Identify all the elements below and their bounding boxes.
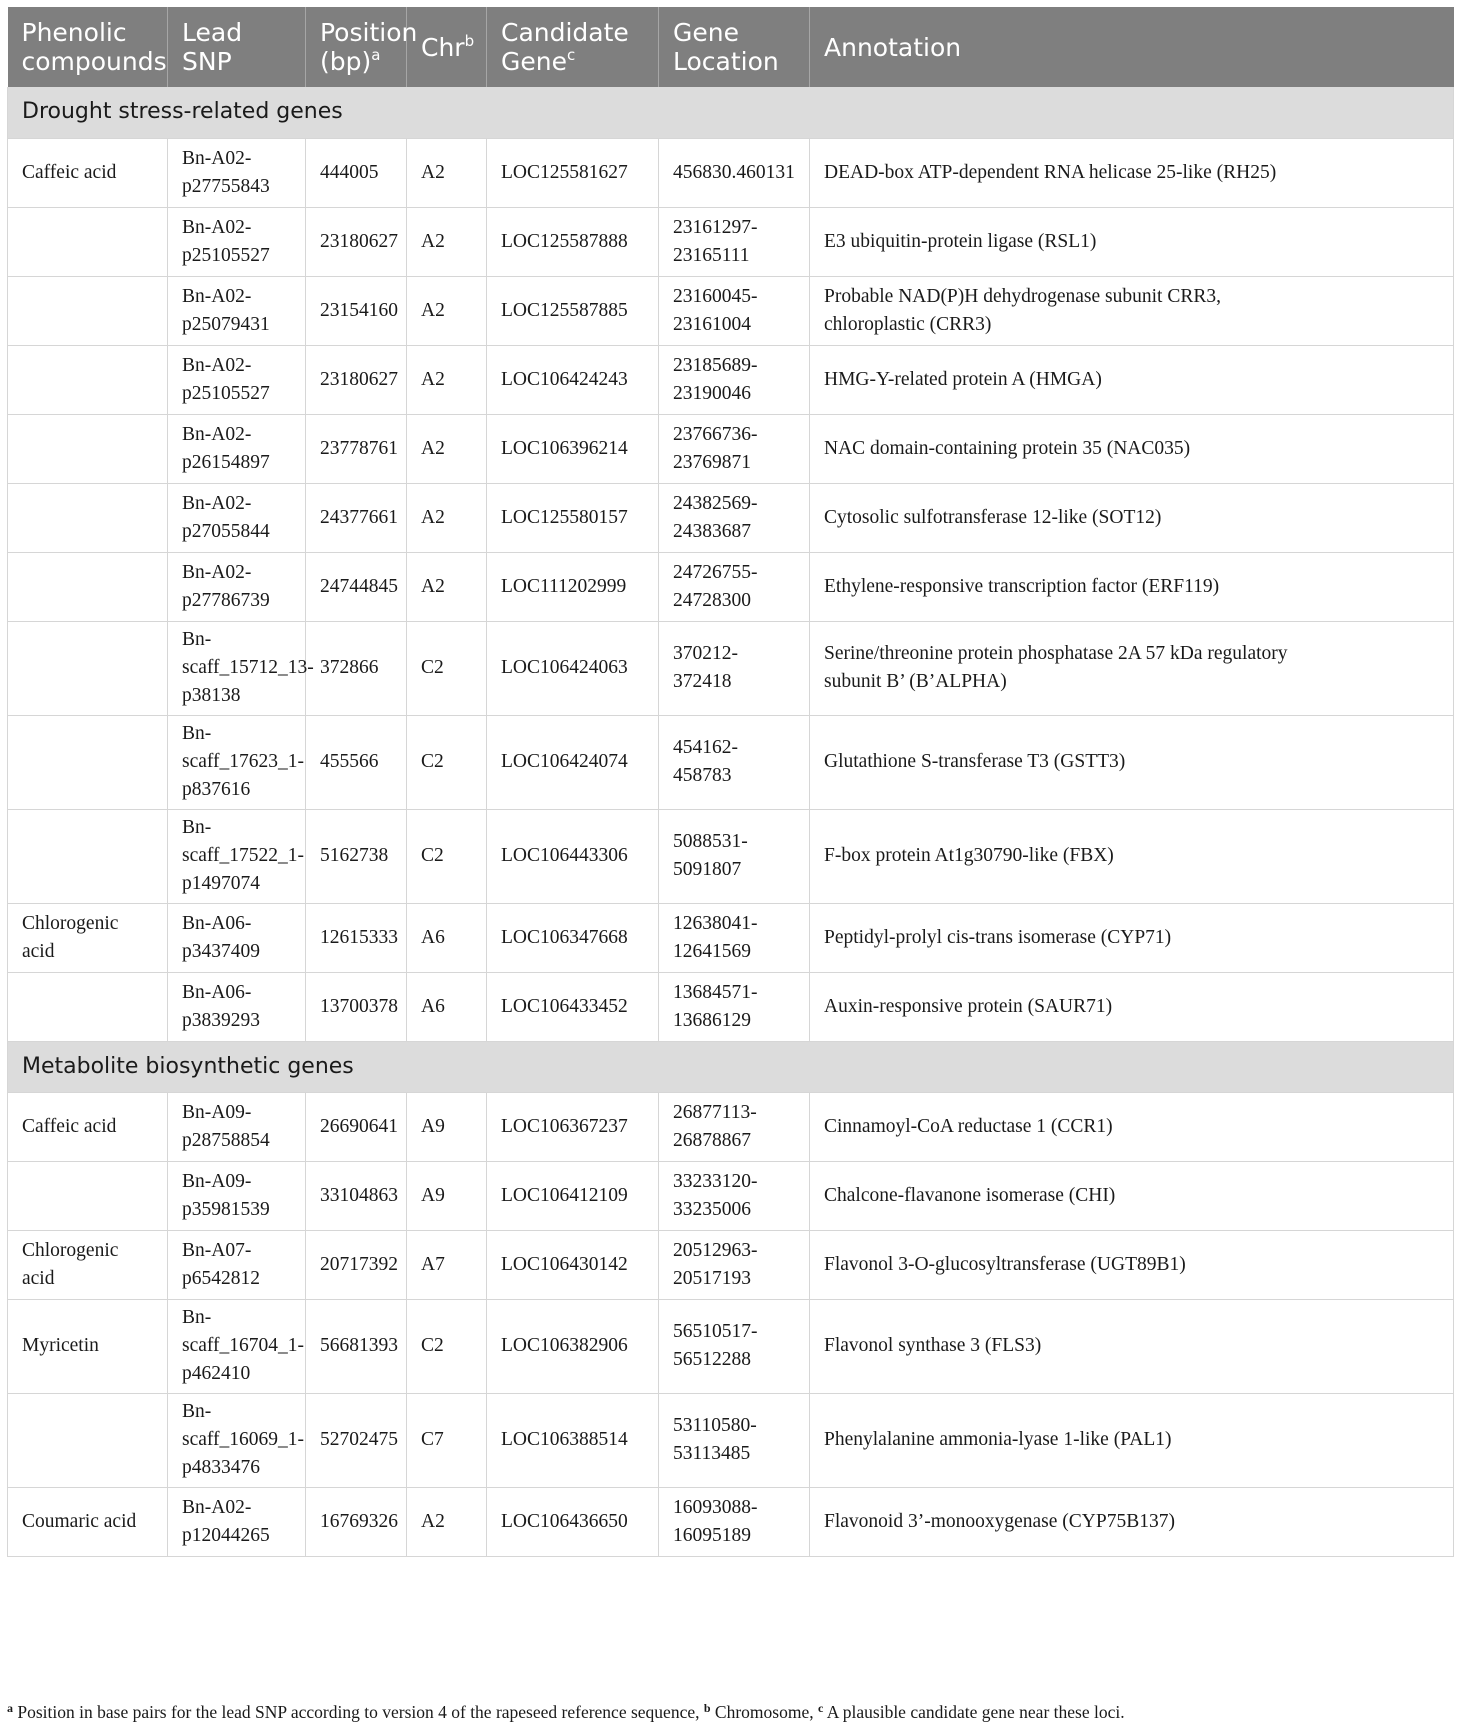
cell-position: 23180627 xyxy=(306,345,407,414)
cell-line: p837616 xyxy=(182,779,251,800)
cell-position: 26690641 xyxy=(306,1092,407,1161)
cell-position: 52702475 xyxy=(306,1393,407,1487)
header-chromosome: Chr$^b$ xyxy=(407,7,487,87)
cell-line: 16093088- xyxy=(673,1496,758,1518)
cell-annotation xyxy=(810,1161,1454,1230)
cell-candidate-gene: LOC111202999 xyxy=(487,552,659,621)
cell-compound xyxy=(8,552,168,621)
cell-line: Bn- xyxy=(182,1401,212,1422)
cell-candidate-gene: LOC106424063 xyxy=(487,621,659,715)
cell-compound: Coumaric acid xyxy=(8,1487,168,1556)
cell-position: 16769326 xyxy=(306,1487,407,1556)
cell-position: 444005 xyxy=(306,138,407,207)
cell-line: p25105527 xyxy=(182,244,270,266)
cell-line: 24383687 xyxy=(673,520,751,542)
cell-line: scaff_17623_1- xyxy=(182,751,305,772)
cell-candidate-gene: LOC106443306 xyxy=(487,809,659,903)
cell-compound xyxy=(8,276,168,345)
table-row xyxy=(8,1299,1454,1393)
cell-compound xyxy=(8,345,168,414)
cell-line: 23185689- xyxy=(673,354,758,376)
cell-line: Flavonol synthase 3 (FLS3) xyxy=(824,1335,1042,1356)
cell-line: p3437409 xyxy=(182,940,260,962)
cell-annotation xyxy=(810,1092,1454,1161)
cell-gene-location xyxy=(659,276,810,345)
cell-chromosome: A2 xyxy=(407,552,487,621)
table-body xyxy=(8,87,1454,1556)
cell-line: 23766736- xyxy=(673,423,758,445)
cell-lead-snp xyxy=(168,715,306,809)
footnote-mark-a: a xyxy=(7,1701,13,1715)
footnote-mark-c: c xyxy=(817,1701,824,1715)
cell-line: Bn-A02- xyxy=(182,147,252,169)
cell-chromosome: C2 xyxy=(407,715,487,809)
cell-compound: Chlorogenic acid xyxy=(8,1230,168,1299)
cell-position: 23154160 xyxy=(306,276,407,345)
cell-chromosome: A2 xyxy=(407,138,487,207)
cell-line: Bn-A02- xyxy=(182,285,252,307)
cell-line: subunit B’ (B’ALPHA) xyxy=(824,671,1007,692)
cell-line: Bn-A02- xyxy=(182,354,252,376)
cell-candidate-gene: LOC125587885 xyxy=(487,276,659,345)
cell-line: 53113485 xyxy=(673,1443,751,1464)
cell-position: 372866 xyxy=(306,621,407,715)
cell-line: 12638041- xyxy=(673,912,758,934)
cell-line: Flavonoid 3’-monooxygenase (CYP75B137) xyxy=(824,1510,1175,1532)
cell-compound xyxy=(8,621,168,715)
cell-lead-snp xyxy=(168,903,306,972)
cell-line: Bn-A02- xyxy=(182,423,252,445)
cell-line: 23769871 xyxy=(673,451,751,473)
cell-lead-snp xyxy=(168,276,306,345)
table-row xyxy=(8,1161,1454,1230)
cell-line: NAC domain-containing protein 35 (NAC035) xyxy=(824,437,1191,459)
cell-line: HMG-Y-related protein A (HMGA) xyxy=(824,368,1102,390)
cell-line: p12044265 xyxy=(182,1524,270,1546)
table-row xyxy=(8,207,1454,276)
cell-gene-location xyxy=(659,414,810,483)
cell-line: Bn-A02- xyxy=(182,561,252,583)
cell-position: 12615333 xyxy=(306,903,407,972)
cell-annotation xyxy=(810,1299,1454,1393)
cell-line: Bn-A07- xyxy=(182,1239,252,1261)
cell-lead-snp xyxy=(168,138,306,207)
cell-line: F-box protein At1g30790-like (FBX) xyxy=(824,845,1114,866)
cell-line: p3839293 xyxy=(182,1009,260,1031)
cell-lead-snp xyxy=(168,1230,306,1299)
cell-line: p38138 xyxy=(182,685,241,706)
cell-annotation xyxy=(810,207,1454,276)
cell-chromosome: A7 xyxy=(407,1230,487,1299)
cell-line: 24726755- xyxy=(673,561,758,583)
cell-gene-location xyxy=(659,1161,810,1230)
cell-line: 23165111 xyxy=(673,244,750,266)
cell-position: 33104863 xyxy=(306,1161,407,1230)
cell-line: p26154897 xyxy=(182,451,270,473)
cell-annotation xyxy=(810,345,1454,414)
cell-compound: Chlorogenic acid xyxy=(8,903,168,972)
cell-lead-snp xyxy=(168,345,306,414)
cell-gene-location xyxy=(659,809,810,903)
cell-candidate-gene: LOC106367237 xyxy=(487,1092,659,1161)
cell-candidate-gene: LOC125580157 xyxy=(487,483,659,552)
cell-line: Flavonol 3-O-glucosyltransferase (UGT89B1) xyxy=(824,1253,1186,1275)
cell-line: Bn- xyxy=(182,723,212,744)
cell-line: Bn-A02- xyxy=(182,216,252,238)
header-gene-location: Gene Location xyxy=(659,7,810,87)
cell-compound xyxy=(8,414,168,483)
cell-compound: Caffeic acid xyxy=(8,1092,168,1161)
cell-line: p27786739 xyxy=(182,589,270,611)
cell-compound xyxy=(8,1161,168,1230)
cell-annotation xyxy=(810,552,1454,621)
table-row xyxy=(8,621,1454,715)
cell-line: 23160045- xyxy=(673,285,758,307)
cell-line: Bn-A02- xyxy=(182,1496,252,1518)
header-candidate-gene: Candidate Gene$^c$ xyxy=(487,7,659,87)
cell-line: Glutathione S-transferase T3 (GSTT3) xyxy=(824,751,1126,772)
cell-lead-snp xyxy=(168,207,306,276)
cell-compound xyxy=(8,483,168,552)
cell-line: 5091807 xyxy=(673,859,742,880)
cell-position: 5162738 xyxy=(306,809,407,903)
cell-position: 13700378 xyxy=(306,972,407,1041)
cell-line: 16095189 xyxy=(673,1524,751,1546)
cell-lead-snp xyxy=(168,1393,306,1487)
cell-candidate-gene: LOC125587888 xyxy=(487,207,659,276)
table-row xyxy=(8,138,1454,207)
section-title: Metabolite biosynthetic genes xyxy=(8,1041,1454,1092)
cell-line: DEAD-box ATP-dependent RNA helicase 25-like (RH25) xyxy=(824,161,1277,183)
cell-annotation xyxy=(810,138,1454,207)
cell-lead-snp xyxy=(168,1299,306,1393)
cell-line: 53110580- xyxy=(673,1415,757,1436)
cell-position: 23180627 xyxy=(306,207,407,276)
cell-annotation xyxy=(810,414,1454,483)
cell-line: Peptidyl-prolyl cis-trans isomerase (CYP71) xyxy=(824,926,1172,948)
cell-line: p28758854 xyxy=(182,1129,270,1151)
cell-compound xyxy=(8,207,168,276)
cell-position: 20717392 xyxy=(306,1230,407,1299)
cell-lead-snp xyxy=(168,1161,306,1230)
cell-line: 13684571- xyxy=(673,981,758,1003)
cell-position: 24744845 xyxy=(306,552,407,621)
cell-annotation xyxy=(810,483,1454,552)
cell-gene-location xyxy=(659,1092,810,1161)
cell-line: 454162-458783 xyxy=(673,737,738,786)
cell-line: Cinnamoyl-CoA reductase 1 (CCR1) xyxy=(824,1115,1113,1137)
cell-line: E3 ubiquitin-protein ligase (RSL1) xyxy=(824,230,1097,252)
cell-position: 455566 xyxy=(306,715,407,809)
section-header-row xyxy=(8,1041,1454,1092)
cell-lead-snp xyxy=(168,1487,306,1556)
cell-line: Serine/threonine protein phosphatase 2A 57 kDa regulatory xyxy=(824,643,1288,664)
table-row xyxy=(8,1230,1454,1299)
cell-lead-snp xyxy=(168,483,306,552)
cell-line: scaff_16069_1- xyxy=(182,1429,305,1450)
cell-gene-location xyxy=(659,1299,810,1393)
cell-gene-location xyxy=(659,207,810,276)
cell-line: Bn- xyxy=(182,629,212,650)
cell-candidate-gene: LOC106382906 xyxy=(487,1299,659,1393)
cell-gene-location xyxy=(659,345,810,414)
cell-line: 456830.460131 xyxy=(673,161,795,183)
table-row xyxy=(8,903,1454,972)
cell-gene-location xyxy=(659,138,810,207)
cell-position: 23778761 xyxy=(306,414,407,483)
header-row xyxy=(8,7,1454,87)
cell-gene-location xyxy=(659,552,810,621)
cell-line: Bn-A06- xyxy=(182,981,252,1003)
cell-candidate-gene: LOC106396214 xyxy=(487,414,659,483)
table-row xyxy=(8,414,1454,483)
table-row xyxy=(8,483,1454,552)
cell-line: p27755843 xyxy=(182,175,270,197)
cell-annotation xyxy=(810,1230,1454,1299)
section-header-row xyxy=(8,87,1454,138)
cell-line: 33235006 xyxy=(673,1198,751,1220)
cell-line: 20512963- xyxy=(673,1239,758,1261)
cell-position: 24377661 xyxy=(306,483,407,552)
table-footnote xyxy=(7,1702,1453,1723)
cell-compound: Myricetin xyxy=(8,1299,168,1393)
cell-line: 12641569 xyxy=(673,940,751,962)
footnote-text-b: Chromosome, xyxy=(710,1702,818,1722)
cell-line: Bn-A06- xyxy=(182,912,252,934)
cell-annotation xyxy=(810,715,1454,809)
cell-candidate-gene: LOC106430142 xyxy=(487,1230,659,1299)
cell-lead-snp xyxy=(168,414,306,483)
cell-candidate-gene: LOC125581627 xyxy=(487,138,659,207)
cell-annotation xyxy=(810,1487,1454,1556)
cell-chromosome: C2 xyxy=(407,1299,487,1393)
cell-line: scaff_16704_1- xyxy=(182,1335,305,1356)
cell-line: 24728300 xyxy=(673,589,751,611)
cell-candidate-gene: LOC106436650 xyxy=(487,1487,659,1556)
cell-lead-snp xyxy=(168,552,306,621)
cell-line: p25105527 xyxy=(182,382,270,404)
cell-line: Ethylene-responsive transcription factor (ERF119) xyxy=(824,575,1220,597)
cell-gene-location xyxy=(659,1487,810,1556)
cell-line: Bn-A02- xyxy=(182,492,252,514)
cell-annotation xyxy=(810,972,1454,1041)
cell-chromosome: C2 xyxy=(407,809,487,903)
cell-line: Bn-A09- xyxy=(182,1101,252,1123)
cell-gene-location xyxy=(659,483,810,552)
header-phenolic-compounds: Phenolic compounds xyxy=(8,7,168,87)
cell-line: Bn- xyxy=(182,817,212,838)
footnote-text-c: A plausible candidate gene near these loci. xyxy=(823,1702,1125,1722)
cell-lead-snp xyxy=(168,621,314,715)
cell-chromosome: A2 xyxy=(407,414,487,483)
cell-candidate-gene: LOC106388514 xyxy=(487,1393,659,1487)
cell-line: p27055844 xyxy=(182,520,270,542)
table-container xyxy=(7,7,1453,1557)
header-annotation: Annotation xyxy=(810,7,1454,87)
cell-line: Probable NAD(P)H dehydrogenase subunit CRR3, xyxy=(824,285,1221,307)
cell-chromosome: C2 xyxy=(407,621,487,715)
cell-candidate-gene: LOC106433452 xyxy=(487,972,659,1041)
cell-chromosome: A9 xyxy=(407,1092,487,1161)
cell-line: p1497074 xyxy=(182,873,260,894)
cell-gene-location xyxy=(659,1230,810,1299)
cell-annotation xyxy=(810,276,1454,345)
cell-line: p462410 xyxy=(182,1363,251,1384)
cell-candidate-gene: LOC106424074 xyxy=(487,715,659,809)
table-row xyxy=(8,972,1454,1041)
cell-line: Cytosolic sulfotransferase 12-like (SOT12) xyxy=(824,506,1162,528)
cell-line: Chalcone-flavanone isomerase (CHI) xyxy=(824,1184,1116,1206)
cell-candidate-gene: LOC106424243 xyxy=(487,345,659,414)
table-row xyxy=(8,715,1454,809)
cell-gene-location xyxy=(659,972,810,1041)
cell-compound: Caffeic acid xyxy=(8,138,168,207)
cell-lead-snp xyxy=(168,809,306,903)
cell-line: 56510517- xyxy=(673,1321,758,1342)
header-position: Position (bp)$^a$ xyxy=(306,7,407,87)
cell-chromosome: A6 xyxy=(407,903,487,972)
cell-annotation xyxy=(810,809,1454,903)
cell-line: p6542812 xyxy=(182,1267,260,1289)
cell-gene-location xyxy=(659,715,810,809)
cell-compound xyxy=(8,809,168,903)
footnote-text-a: Position in base pairs for the lead SNP according to version 4 of the rapeseed reference sequence, xyxy=(13,1702,704,1722)
cell-line: Bn-A09- xyxy=(182,1170,252,1192)
cell-chromosome: A2 xyxy=(407,483,487,552)
header-lead-snp: Lead SNP xyxy=(168,7,306,87)
table-row xyxy=(8,809,1454,903)
cell-line: 26877113- xyxy=(673,1101,757,1123)
cell-annotation xyxy=(810,621,1454,715)
cell-chromosome: A2 xyxy=(407,276,487,345)
cell-lead-snp xyxy=(168,1092,306,1161)
table-row xyxy=(8,276,1454,345)
cell-line: 23161004 xyxy=(673,313,751,335)
cell-line: 370212-372418 xyxy=(673,643,738,692)
cell-line: 20517193 xyxy=(673,1267,751,1289)
cell-line: 23161297- xyxy=(673,216,758,238)
cell-gene-location xyxy=(659,621,810,715)
cell-line: 5088531- xyxy=(673,831,748,852)
cell-position: 56681393 xyxy=(306,1299,407,1393)
cell-gene-location xyxy=(659,1393,810,1487)
cell-line: Auxin-responsive protein (SAUR71) xyxy=(824,995,1113,1017)
footnote-mark-b: b xyxy=(703,1701,711,1715)
cell-candidate-gene: LOC106412109 xyxy=(487,1161,659,1230)
cell-chromosome: A2 xyxy=(407,345,487,414)
cell-candidate-gene: LOC106347668 xyxy=(487,903,659,972)
cell-line: scaff_15712_13- xyxy=(182,657,314,678)
table-row xyxy=(8,345,1454,414)
cell-line: 24382569- xyxy=(673,492,758,514)
cell-compound xyxy=(8,715,168,809)
cell-line: 13686129 xyxy=(673,1009,751,1031)
table-row xyxy=(8,1393,1454,1487)
cell-compound xyxy=(8,972,168,1041)
cell-line: Bn- xyxy=(182,1307,212,1328)
candidate-genes-table xyxy=(7,7,1454,1557)
cell-chromosome: A2 xyxy=(407,1487,487,1556)
cell-chromosome: C7 xyxy=(407,1393,487,1487)
cell-chromosome: A9 xyxy=(407,1161,487,1230)
cell-lead-snp xyxy=(168,972,306,1041)
cell-line: 23190046 xyxy=(673,382,751,404)
cell-line: p4833476 xyxy=(182,1457,260,1478)
cell-line: p25079431 xyxy=(182,313,270,335)
cell-line: Phenylalanine ammonia-lyase 1-like (PAL1) xyxy=(824,1429,1172,1450)
table-row xyxy=(8,1487,1454,1556)
cell-gene-location xyxy=(659,903,810,972)
cell-chromosome: A6 xyxy=(407,972,487,1041)
cell-line: 33233120- xyxy=(673,1170,758,1192)
cell-line: p35981539 xyxy=(182,1198,270,1220)
cell-line: 56512288 xyxy=(673,1349,751,1370)
section-title: Drought stress-related genes xyxy=(8,87,1454,138)
cell-line: scaff_17522_1- xyxy=(182,845,305,866)
cell-line: chloroplastic (CRR3) xyxy=(824,313,992,335)
cell-annotation xyxy=(810,903,1454,972)
table-row xyxy=(8,1092,1454,1161)
cell-chromosome: A2 xyxy=(407,207,487,276)
table-row xyxy=(8,552,1454,621)
cell-annotation xyxy=(810,1393,1454,1487)
cell-line: 26878867 xyxy=(673,1129,751,1151)
cell-compound xyxy=(8,1393,168,1487)
